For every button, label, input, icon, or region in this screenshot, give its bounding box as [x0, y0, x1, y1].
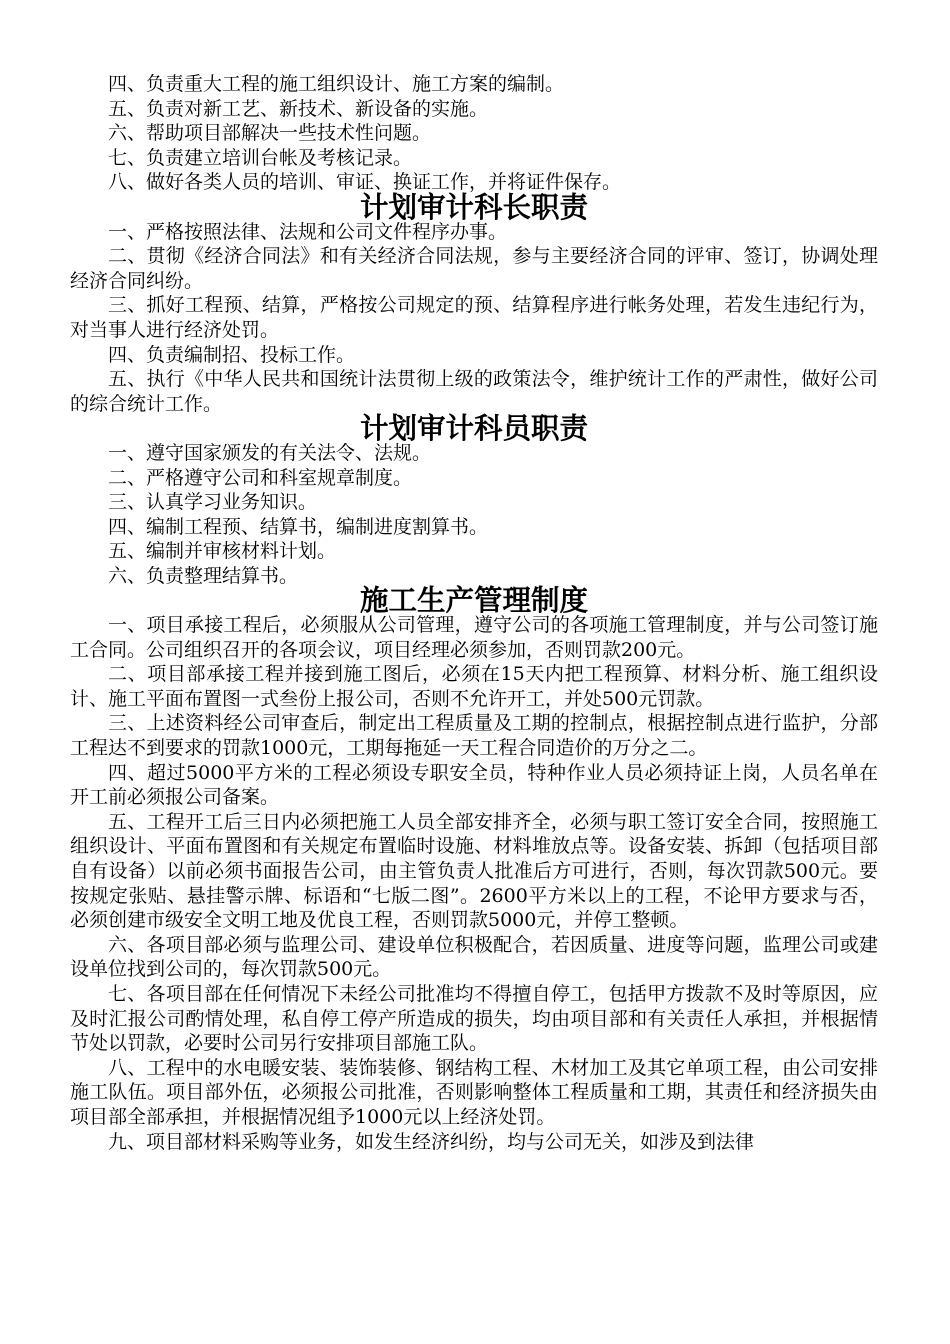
paragraph: 五、编制并审核材料计划。: [108, 540, 337, 563]
paragraph: 五、负责对新工艺、新技术、新设备的实施。: [108, 97, 489, 120]
section-heading: 计划审计科长职责: [359, 189, 588, 224]
paragraph: 六、帮助项目部解决一些技术性问题。: [108, 122, 432, 145]
paragraph: 二、项目部承接工程并接到施工图后，必须在15天内把工程预算、材料分析、施工组织设计、施工平面布置图一式叁份上报公司，否则不允许开工，并处500元罚款。: [70, 663, 878, 710]
paragraph: 二、严格遵守公司和科室规章制度。: [108, 466, 413, 489]
paragraph: 八、做好各类人员的培训、审证、换证工作，并将证件保存。: [108, 171, 622, 194]
paragraph: 七、各项目部在任何情况下未经公司批准均不得擅自停工，包括甲方拨款不及时等原因，应及时汇报公司酌情处理，私自停工停产所造成的损失，均由项目部和有关责任人承担，并根据情节处以罚款，必要时公司另行安排项目部施工队。: [70, 982, 878, 1055]
paragraph: 五、执行《中华人民共和国统计法贯彻上级的政策法令，维护统计工作的严肃性，做好公司的综合统计工作。: [70, 368, 878, 415]
paragraph: 四、超过5000平方米的工程必须设专职安全员，特种作业人员必须持证上岗，人员名单在开工前必须报公司备案。: [70, 761, 878, 809]
paragraph: 五、工程开工后三日内必须把施工人员全部安排齐全，必须与职工签订安全合同，按照施工组织设计、平面布置图和有关规定布置临时设施、材料堆放点等。设备安装、拆卸（包括项目部自有设备）以前必须书面报告公司，由主管负责人批准后方可进行，否则，每次罚款500元。要按规定张贴、悬挂警示牌、标语和“七版二图”。2600平方米以上的工程，不论甲方要求与否，必须创建市级安全文明工地及优良工程，否则罚款5000元，并停工整顿。: [70, 810, 878, 932]
paragraph: 一、项目承接工程后，必须服从公司管理，遵守公司的各项施工管理制度，并与公司签订施工合同。公司组织召开的各项会议，项目经理必须参加，否则罚款200元。: [70, 614, 878, 661]
paragraph: 七、负责建立培训台帐及考核记录。: [108, 146, 413, 169]
paragraph: 八、工程中的水电暖安装、装饰装修、钢结构工程、木材加工及其它单项工程，由公司安排施工队伍。项目部外伍，必须报公司批准，否则影响整体工程质量和工期，其责任和经济损失由项目部全部承担，并根据情况组予1000元以上经济处罚。: [70, 1056, 878, 1128]
paragraph: 四、负责重大工程的施工组织设计、施工方案的编制。: [108, 73, 565, 95]
paragraph: 六、负责整理结算书。: [108, 564, 299, 587]
paragraph: 四、负责编制招、投标工作。: [108, 343, 356, 366]
paragraph: 九、项目部材料采购等业务，如发生经济纠纷，均与公司无关，如涉及到法律: [108, 1130, 755, 1153]
paragraph: 二、贯彻《经济合同法》和有关经济合同法规，参与主要经济合同的评审、签订，协调处理经济合同纠纷。: [70, 245, 878, 292]
section-heading: 施工生产管理制度: [359, 583, 588, 618]
paragraph: 三、认真学习业务知识。: [108, 491, 318, 514]
paragraph: 三、抓好工程预、结算，严格按公司规定的预、结算程序进行帐务处理，若发生违纪行为，对当事人进行经济处罚。: [70, 294, 878, 341]
paragraph: 三、上述资料经公司审查后，制定出工程质量及工期的控制点，根据控制点进行监护，分部工程达不到要求的罚款1000元，工期每拖延一天工程合同造价的万分之二。: [70, 712, 878, 760]
paragraph: 一、遵守国家颁发的有关法令、法规。: [108, 441, 432, 464]
section-heading: 计划审计科员职责: [359, 411, 588, 446]
paragraph: 一、严格按照法律、法规和公司文件程序办事。: [108, 220, 508, 243]
paragraph: 六、各项目部必须与监理公司、建设单位积极配合，若因质量、进度等问题，监理公司或建设单位找到公司的，每次罚款500元。: [70, 933, 878, 981]
paragraph: 四、编制工程预、结算书，编制进度割算书。: [108, 515, 489, 538]
